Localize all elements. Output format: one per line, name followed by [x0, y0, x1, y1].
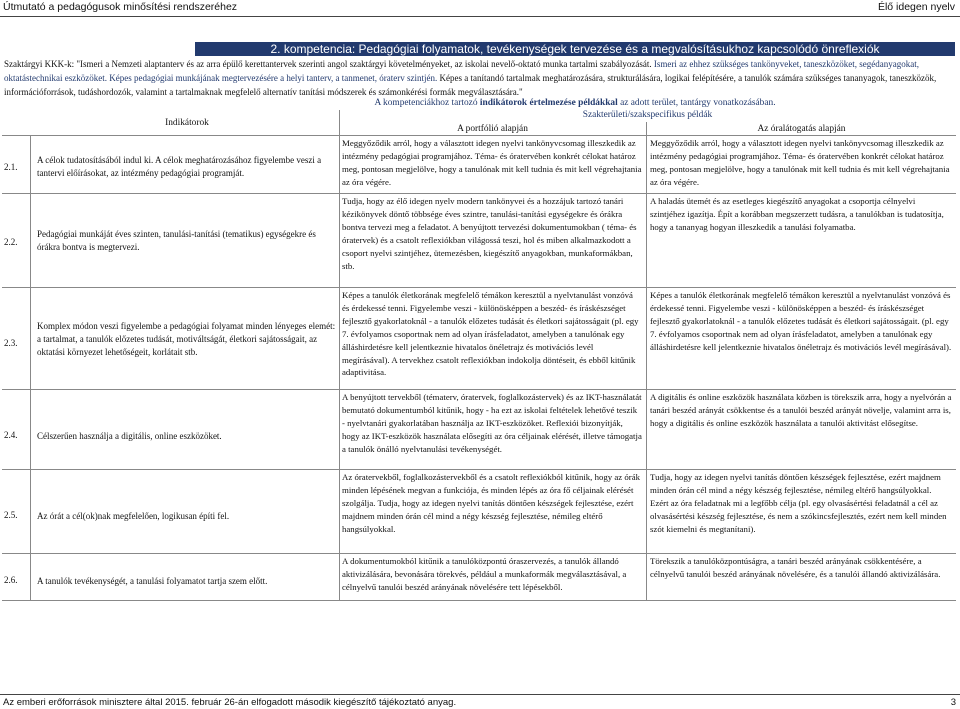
caption-suffix: az adott terület, tantárgy vonatkozásában. [617, 98, 776, 108]
portfolio-heading: A portfólió alapján [457, 124, 528, 134]
row-number: 2.6. [4, 575, 18, 585]
caption-prefix: A kompetenciákhoz tartozó [374, 98, 480, 108]
row-observation: Tudja, hogy az idegen nyelvi tanítás döntően készségek fejlesztése, ezért majdnem minden órán cél mind a négy készség fejlesztése, némileg eltérő hangsúlyokkal. Ezért az óra feladatnak mi a legfőbb célja (pl. egy olvasásértési feladatnál a cél az olvasásértési készség fejlesztése, és nem a szókincsfejlesztés, ezért nem kell minden szót kiemelni és megtanítani). [650, 472, 947, 534]
row-rule [2, 389, 956, 390]
row-observation: Képes a tanulók életkorának megfelelő témákon keresztül a nyelvtanulást vonzóvá és érdekessé tenni. Figyelembe veszi - különösképpen a beszéd- és íráskészséget fejlesztő gyakorlatoknál - a tanulók előzetes tudását és életkori sajátosságait. (pl. egy 7. évfolyamos csoportnak nem ad olyan írásfeladatot, amelyben a tanulónak egy álláshirdetésre kell jelentkeznie hivatalos önéletrajz és motivációs levél megírásával). [650, 290, 952, 352]
row-indicator: Célszerűen használja a digitális, online eszközöket. [37, 431, 222, 441]
row-number: 2.4. [4, 430, 18, 440]
row-portfolio: Meggyőződik arról, hogy a választott idegen nyelvi tankönyvcsomag illeszkedik az intézmény pedagógiai programjához. Téma- és óratervében konkrét célokat határoz meg, pontosan megjelölve, hogy a tanulónak mit kell tudnia és mit kell végrehajtania az óra végére. [342, 138, 642, 187]
indicators-heading: Indikátorok [165, 118, 209, 128]
intro-part1: Szaktárgyi KKK-k: "Ismeri a Nemzeti alaptanterv és az arra épülő kerettantervek szerinti angol szaktárgyi követelményeket, az iskolai nevelő-oktató munka tartalmi szabályozását. [4, 59, 654, 69]
row-number: 2.3. [4, 338, 18, 348]
row-rule [2, 600, 956, 601]
row-observation: A digitális és online eszközök használata közben is törekszik arra, hogy a nyelvórán a tanári beszéd arányát csökkentse és a tanulói beszéd arányát növelje, valamint arra is, hogy a digitális és online eszközök használata a tanulói aktivitást elősegítse. [650, 392, 952, 428]
caption-bold: indikátorok értelmezése példákkal [479, 98, 618, 108]
row-portfolio: Képes a tanulók életkorának megfelelő témákon keresztül a nyelvtanulást vonzóvá és érdekessé tenni. Figyelembe veszi - különösképpen a beszéd- és íráskészséget fejlesztő gyakorlatoknál - a tanulók előzetes tudását és életkori sajátosságait (pl. egy 7. évfolyamos csoportnak nem ad olyan írásfeladatot, amelyben a tanulónak egy álláshirdetésre kell jelentkeznie hivatalos önéletrajz és motivációs levél megírásával). A tervekhez csatolt reflexiókban indokolja döntéseit, és ebből kitűnik adaptivitása. [342, 290, 639, 378]
col-divider [339, 110, 340, 600]
footer-note: Az emberi erőforrások minisztere által 2015. február 26-án elfogadott második kiegészítő tájékoztató anyag. [3, 697, 457, 708]
row-number: 2.1. [4, 162, 18, 172]
row-portfolio: Az óratervekből, foglalkozástervekből és a csatolt reflexiókból kitűnik, hogy az órák minden lépésének megvan a funkciója, és minden lépés az óra fő céljainak elérését szolgálja. Tudja, hogy az idegen nyelvi tanítás döntően készségek fejlesztése, ezért majdnem minden órán cél mind a négy készség fejlesztése, némileg eltérő hangsúlyokkal. [342, 472, 641, 534]
competency-banner: 2. kompetencia: Pedagógiai folyamatok, tevékenységek tervezése és a megvalósításukhoz kapcsolódó önreflexiók [195, 42, 955, 56]
page-number: 3 [950, 697, 956, 708]
table-caption [195, 98, 955, 108]
header-title: Útmutató a pedagógusok minősítési rendszeréhez [3, 1, 238, 13]
header-bottom-rule [2, 135, 956, 136]
header-rule [0, 16, 960, 17]
row-indicator: A tanulók tevékenységét, a tanulási folyamatot tartja szem előtt. [37, 576, 268, 586]
row-portfolio: Tudja, hogy az élő idegen nyelv modern tankönyvei és a hozzájuk tartozó tanári kézikönyvek döntő többsége éves szintre, tanulási-tanítási egységekre és órákra bontva tervezi meg a feladatot. A benyújtott tervezési dokumentumokban ( téma- és óratervek) és a csatolt reflexiókban világossá teszi, hol és miben alkalmazkodott a csoport nyelvi szintjéhez, ütemezésben, kiegészítő anyagokban, munkaformákban, stb. [342, 196, 637, 271]
row-rule [2, 469, 956, 470]
observation-heading: Az óralátogatás alapján [757, 124, 846, 134]
row-indicator: Pedagógiai munkáját éves szinten, tanulási-tanítási (tematikus) egységekre és órákra bontva is megtervezi. [37, 229, 316, 252]
row-rule [2, 193, 956, 194]
row-indicator: Komplex módon veszi figyelembe a pedagógiai folyamat minden lényeges elemét: a tartalmat, a tanulók előzetes tudását, motiváltságát, életkori sajátosságait, az oktatási környezet lehetőségeit, korlátait stb. [37, 321, 336, 357]
row-observation: A haladás ütemét és az esetleges kiegészítő anyagokat a csoportja célnyelvi szintjéhez igazítja. Épít a korábban megszerzett tudásra, a tanulókban is tudatosítja, hogy a tananyag hogyan illeszkedik a tanulási folyamatba. [650, 196, 944, 232]
row-number: 2.5. [4, 510, 18, 520]
row-portfolio: A benyújtott tervekből (tématerv, óratervek, foglalkozástervek) és az IKT-használatát bemutató dokumentumból kitűnik, hogy - ha ezt az iskolai feltételek lehetővé teszik - nyelvtanári gyakorlatában használja az IKT-eszközöket. Reflexiói bizonyítják, hogy az IKT-eszközök használata elősegíti az óra céljainak elérését, illetve támogatja a tanulók önálló nyelvtanulási tevékenységét. [342, 392, 642, 454]
row-portfolio: A dokumentumokból kitűnik a tanulóközpontú óraszervezés, a tanulók állandó aktivizálására, bevonására törekvés, például a munkaformák megválasztásával, a célnyelvű tanulói beszéd arányának növelésére tett lépésekből. [342, 556, 627, 592]
running-header [0, 0, 960, 16]
row-indicator: Az órát a cél(ok)nak megfelelően, logikusan építi fel. [37, 511, 230, 521]
intro-part3: Képes a tanítandó tartalmak meghatározására, strukturálására, logikai felépítésére, a tanulók számára szükséges tananyagok, taneszközök, információforrások, tudáshordozók, valamint a tartalmaknak megfelelő alternatív tanítási módszerek és számonkérési formák megválasztására." [4, 73, 937, 98]
intro-part2: Ismeri az ehhez szükséges tankönyveket, taneszközöket, segédanyagokat, oktatástechnikai eszközöket. Képes pedagógiai munkájának megtervezésére a helyi tanterv, a tanmenet, óraterv szintjén. [4, 59, 919, 84]
col-divider [30, 136, 31, 600]
row-indicator: A célok tudatosításából indul ki. A célok meghatározásához figyelembe veszi a tantervi előírásokat, az intézmény pedagógiai programját. [37, 155, 322, 178]
footer-rule [0, 694, 960, 695]
row-rule [2, 553, 956, 554]
specific-examples-heading: Szakterületi/szakspecifikus példák [582, 110, 713, 120]
row-observation: Meggyőződik arról, hogy a választott idegen nyelvi tankönyvcsomag illeszkedik az intézmény pedagógiai programjához. Téma- és óratervében konkrét célokat határoz meg, pontosan megjelölve, hogy a tanulónak mit kell tudnia és mit kell végrehajtania az óra végére. [650, 138, 950, 187]
row-rule [2, 287, 956, 288]
row-observation: Törekszik a tanulóközpontúságra, a tanári beszéd arányának csökkentésére, a célnyelvű tanulói beszéd arányának növelésére, és a tanulói állandó aktivizálására. [650, 556, 941, 579]
subject-intro [4, 57, 956, 100]
col-divider [646, 122, 647, 600]
header-subject: Élő idegen nyelv [877, 1, 955, 13]
row-number: 2.2. [4, 237, 18, 247]
